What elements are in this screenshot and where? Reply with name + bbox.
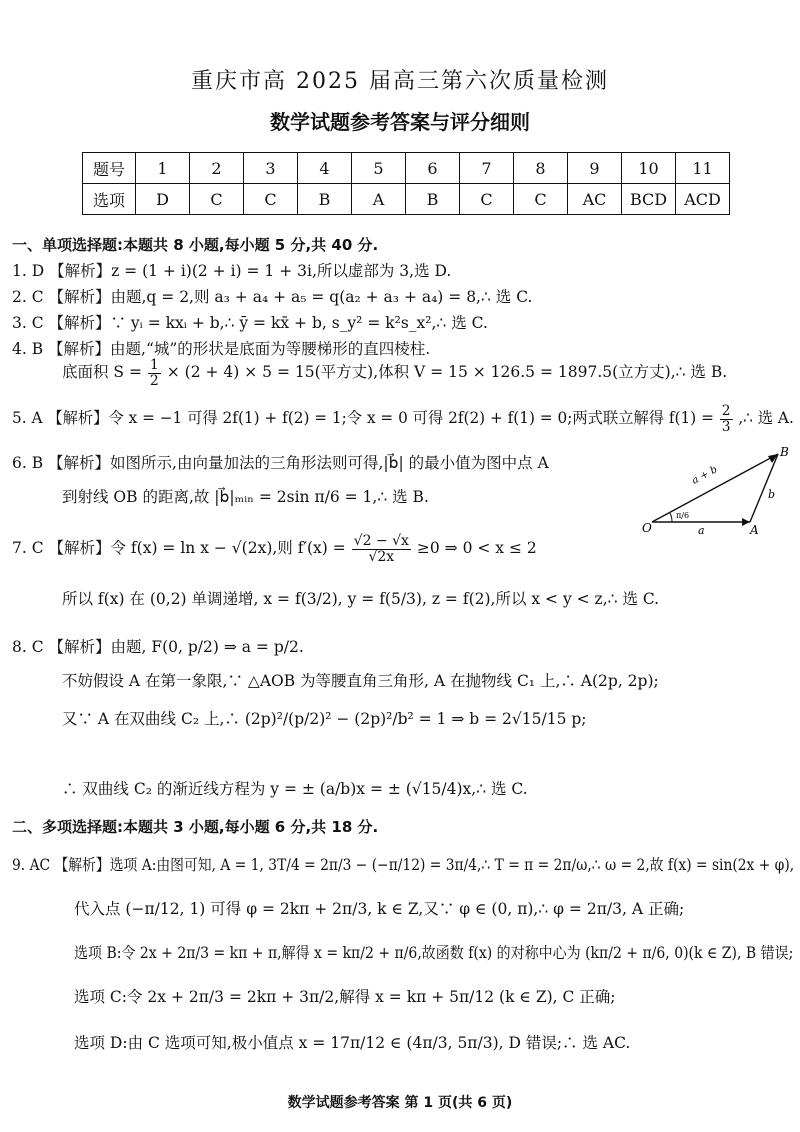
solution-line-q8a: 8. C 【解析】由题, F(0, p/2) ⇒ a = p/2. [12, 638, 304, 656]
table-row [83, 153, 730, 184]
table-cell: 4 [298, 153, 352, 184]
solution-line-q3: 3. C 【解析】∵ yᵢ = kxᵢ + b,∴ ȳ = kx̄ + b, s_y² = k²s_x²,∴ 选 C. [12, 314, 488, 332]
answer-table [82, 152, 730, 215]
fraction-denominator: 2 [149, 372, 159, 389]
table-cell: C [514, 184, 568, 215]
solution-line-q9c: 选项 B:令 2x + 2π/3 = kπ + π,解得 x = kπ/2 + π/6,故函数 f(x) 的对称中心为 (kπ/2 + π/6, 0)(k ∈ Z), B 错误; [74, 944, 794, 962]
table-cell: BCD [622, 184, 676, 215]
vector-sum-line [652, 454, 778, 522]
table-cell: C [190, 184, 244, 215]
solution-line-q7a [12, 534, 537, 564]
q5-text-pre: 5. A 【解析】令 x = −1 可得 2f(1) + f(2) = 1;令 x = 0 可得 2f(2) + f(1) = 0;两式联立解得 f(1) = [12, 409, 714, 428]
fraction [720, 404, 733, 434]
table-cell: 1 [136, 153, 190, 184]
vector-figure [642, 446, 792, 536]
table-cell: 3 [244, 153, 298, 184]
solution-line-q8b: 不妨假设 A 在第一象限,∵ △AOB 为等腰直角三角形, A 在抛物线 C₁ 上,∴ A(2p, 2p); [62, 672, 659, 690]
fraction-numerator: 2 [721, 403, 731, 419]
table-header-cell: 选项 [83, 184, 136, 215]
solution-line-q1: 1. D 【解析】z = (1 + i)(2 + i) = 1 + 3i,所以虚部为 3,选 D. [12, 262, 452, 280]
arrow-head-icon [742, 518, 750, 526]
table-header-cell: 题号 [83, 153, 136, 184]
solution-line-q9e: 选项 D:由 C 选项可知,极小值点 x = 17π/12 ∈ (4π/3, 5π/3), D 错误;∴ 选 AC. [74, 1034, 631, 1052]
fraction-denominator: 3 [721, 418, 731, 435]
table-cell: 9 [568, 153, 622, 184]
q4b-text-post: × (2 + 4) × 5 = 15(平方丈),体积 V = 15 × 126.5 = 1897.5(立方丈),∴ 选 B. [166, 363, 728, 382]
q7a-text-pre: 7. C 【解析】令 f(x) = ln x − √(2x),则 f′(x) = [12, 539, 346, 558]
solution-line-q7b: 所以 f(x) 在 (0,2) 单调递增, x = f(3/2), y = f(5/3), z = f(2),所以 x < y < z,∴ 选 C. [62, 590, 660, 608]
table-cell: 10 [622, 153, 676, 184]
solution-line-q4a: 4. B 【解析】由题,“城”的形状是底面为等腰梯形的直四棱柱. [12, 340, 431, 358]
page-footer: 数学试题参考答案 第 1 页(共 6 页) [287, 1095, 513, 1111]
fraction-denominator: √2x [368, 548, 395, 565]
table-cell: 5 [352, 153, 406, 184]
table-cell: 2 [190, 153, 244, 184]
label-vec-sum: a + b [690, 464, 720, 487]
q7a-text-post: ≥0 ⇒ 0 < x ≤ 2 [416, 539, 537, 558]
angle-arc-icon [670, 513, 672, 522]
solution-line-q4b [62, 358, 727, 388]
table-cell: B [406, 184, 460, 215]
solution-line-q6b: 到射线 OB 的距离,故 |b⃗|ₘᵢₙ = 2sin π/6 = 1,∴ 选 B. [62, 488, 429, 506]
page-title: 重庆市高 2025 届高三第六次质量检测 [191, 69, 609, 94]
solution-line-q2: 2. C 【解析】由题,q = 2,则 a₃ + a₄ + a₅ = q(a₂ + a₃ + a₄) = 8,∴ 选 C. [12, 288, 533, 306]
label-angle: π/6 [676, 511, 690, 520]
section-heading-single: 一、单项选择题:本题共 8 小题,每小题 5 分,共 40 分. [12, 236, 379, 254]
fraction [148, 358, 161, 388]
table-cell: C [244, 184, 298, 215]
solution-line-q9b: 代入点 (−π/12, 1) 可得 φ = 2kπ + 2π/3, k ∈ Z,又∵ φ ∈ (0, π),∴ φ = 2π/3, A 正确; [74, 900, 685, 918]
solution-line-q9a: 9. AC 【解析】选项 A:由图可知, A = 1, 3T/4 = 2π/3 − (−π/12) = 3π/4,∴ T = π = 2π/ω,∴ ω = 2,故 f(x) = sin(2x + φ), [12, 856, 795, 874]
q5-text-post: ,∴ 选 A. [738, 409, 794, 428]
table-cell: A [352, 184, 406, 215]
table-cell: 8 [514, 153, 568, 184]
label-b: B [780, 446, 789, 459]
label-vec-a: a [698, 524, 705, 536]
q4b-text-pre: 底面积 S = [62, 363, 142, 382]
table-cell: D [136, 184, 190, 215]
solution-line-q5 [12, 404, 794, 434]
label-a: A [750, 523, 759, 536]
table-cell: C [460, 184, 514, 215]
table-cell: AC [568, 184, 622, 215]
table-row [83, 184, 730, 215]
solution-line-q9d: 选项 C:令 2x + 2π/3 = 2kπ + 3π/2,解得 x = kπ + 5π/12 (k ∈ Z), C 正确; [74, 988, 616, 1006]
fraction-numerator: √2 − √x [353, 533, 409, 549]
section-heading-multi: 二、多项选择题:本题共 3 小题,每小题 6 分,共 18 分. [12, 818, 379, 836]
fraction [352, 534, 411, 564]
table-cell: 7 [460, 153, 514, 184]
table-cell: ACD [676, 184, 730, 215]
page-subtitle: 数学试题参考答案与评分细则 [270, 110, 530, 134]
label-o: O [642, 521, 652, 535]
table-cell: 11 [676, 153, 730, 184]
solution-line-q8d: ∴ 双曲线 C₂ 的渐近线方程为 y = ± (a/b)x = ± (√15/4)x,∴ 选 C. [62, 780, 528, 798]
table-cell: 6 [406, 153, 460, 184]
solution-line-q8c: 又∵ A 在双曲线 C₂ 上,∴ (2p)²/(p/2)² − (2p)²/b² = 1 ⇒ b = 2√15/15 p; [62, 710, 587, 728]
solution-line-q6a: 6. B 【解析】如图所示,由向量加法的三角形法则可得,|b⃗| 的最小值为图中点 A [12, 454, 549, 472]
table-cell: B [298, 184, 352, 215]
fraction-numerator: 1 [149, 357, 159, 373]
label-vec-b: b [768, 488, 776, 501]
